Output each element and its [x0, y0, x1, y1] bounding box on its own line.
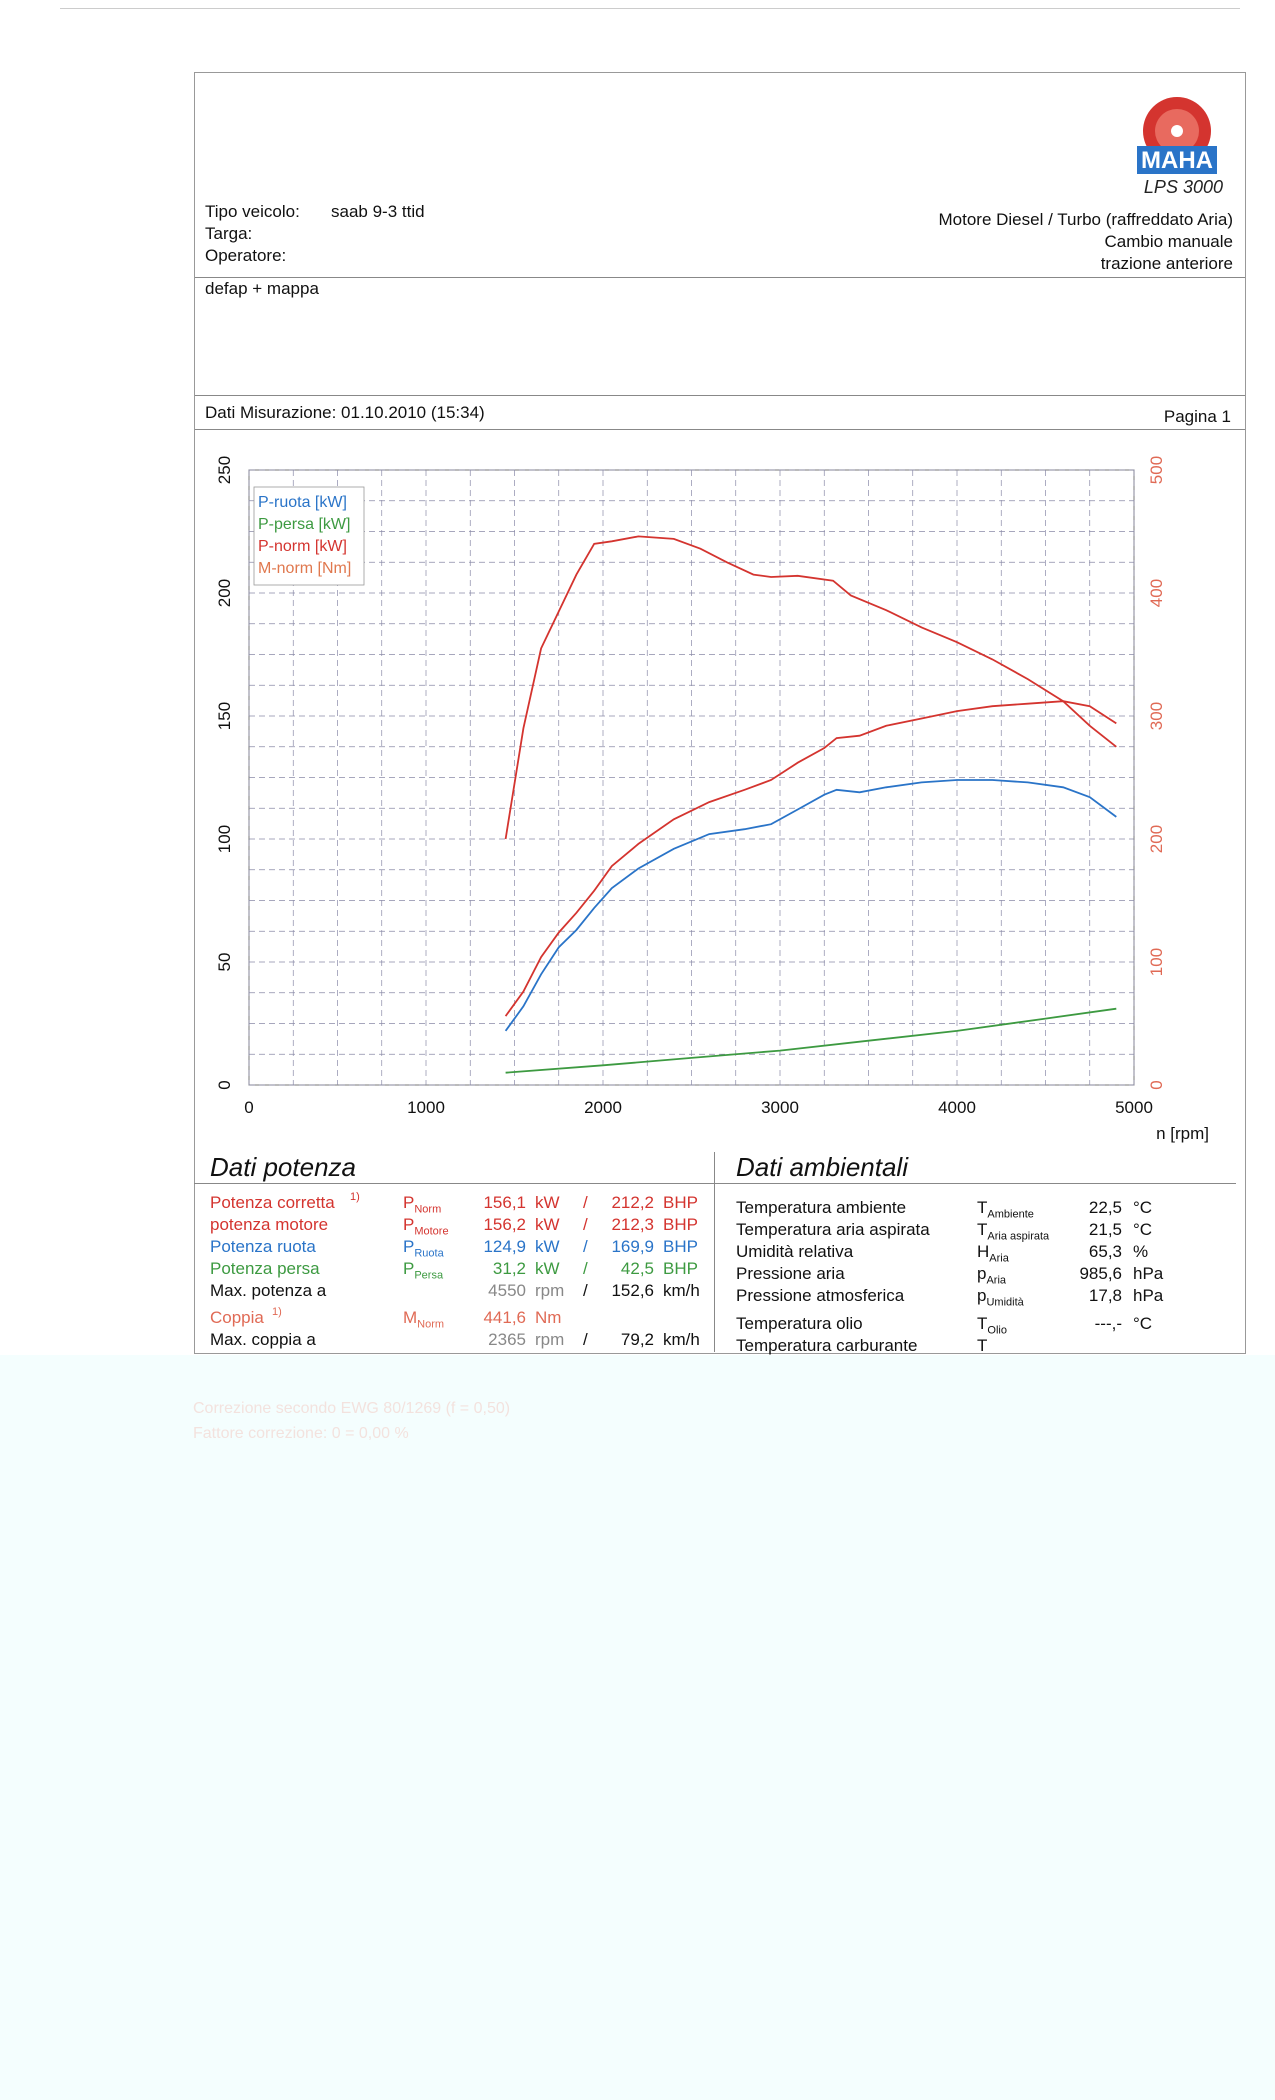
- symbol-subscript: Motore: [414, 1225, 449, 1238]
- bhp-value: 169,9: [611, 1237, 654, 1256]
- x-tick-label: 5000: [1115, 1098, 1153, 1117]
- rpm-unit: rpm: [535, 1281, 565, 1300]
- ambientali-value: 22,5: [1088, 1198, 1122, 1217]
- kw-value: 156,2: [483, 1215, 526, 1234]
- legend-entry: M-norm [Nm]: [258, 560, 352, 577]
- x-tick-label: 3000: [761, 1098, 799, 1117]
- bhp-value: 212,3: [611, 1215, 654, 1234]
- ambientali-unit: °C: [1133, 1198, 1153, 1217]
- ambientali-unit: °C: [1133, 1314, 1153, 1333]
- y-tick-label-right: 300: [1147, 701, 1166, 731]
- coppia-label: Coppia: [210, 1308, 264, 1327]
- kw-unit: kW: [535, 1193, 560, 1212]
- trazione-text: trazione anteriore: [1100, 254, 1233, 273]
- potenza-symbol: $P_{Motore}$: [403, 1215, 449, 1238]
- slash: /: [583, 1259, 588, 1278]
- ambientali-symbol: $p_{Umidità}$: [977, 1286, 1024, 1309]
- bhp-unit: BHP: [663, 1237, 698, 1256]
- symbol-subscript: Ruota: [414, 1247, 444, 1260]
- max-potenza-label: Max. potenza a: [210, 1281, 327, 1300]
- footnote-mark: 1): [272, 1306, 282, 1318]
- x-tick-label: 0: [244, 1098, 254, 1117]
- potenza-label: Potenza ruota: [210, 1237, 316, 1256]
- bhp-value: 42,5: [620, 1259, 654, 1278]
- max-coppia-kmh: 79,2: [620, 1330, 654, 1349]
- potenza-label: potenza motore: [210, 1215, 329, 1234]
- kw-value: 31,2: [492, 1259, 526, 1278]
- y-tick-label-left: 0: [215, 1080, 234, 1090]
- ambientali-symbol: $T_{Olio}$: [977, 1314, 1007, 1337]
- y-tick-label-right: 400: [1147, 578, 1166, 608]
- kmh-unit: km/h: [663, 1330, 700, 1349]
- kw-unit: kW: [535, 1237, 560, 1256]
- ambientali-unit: %: [1133, 1242, 1149, 1261]
- symbol-subscript: Aria: [989, 1252, 1009, 1265]
- y-tick-label-right: 0: [1147, 1080, 1166, 1090]
- symbol-subscript: Persa: [414, 1269, 444, 1282]
- ambientali-unit: hPa: [1133, 1286, 1164, 1305]
- ambientali-label: Pressione atmosferica: [736, 1286, 905, 1305]
- ambientali-label: Umidità relativa: [736, 1242, 854, 1261]
- kmh-unit: km/h: [663, 1281, 700, 1300]
- slash: /: [583, 1193, 588, 1212]
- product-name: LPS 3000: [1143, 177, 1223, 197]
- x-axis-label: n [rpm]: [1156, 1124, 1209, 1143]
- veicolo-label: Tipo veicolo:: [205, 202, 300, 221]
- rpm-unit: rpm: [535, 1330, 565, 1349]
- slash: /: [583, 1237, 588, 1256]
- kw-value: 124,9: [483, 1237, 526, 1256]
- legend-entry: P-norm [kW]: [258, 538, 347, 555]
- y-tick-label-left: 250: [215, 455, 234, 485]
- potenza-label: Potenza persa: [210, 1259, 320, 1278]
- max-coppia-rpm: 2365: [488, 1330, 526, 1349]
- x-tick-label: 1000: [407, 1098, 445, 1117]
- y-tick-label-right: 100: [1147, 947, 1166, 977]
- symbol-subscript: Aria aspirata: [987, 1230, 1050, 1243]
- x-tick-label: 4000: [938, 1098, 976, 1117]
- correzione-text: Correzione secondo EWG 80/1269 (f = 0,50): [193, 1400, 511, 1417]
- ambientali-label: Temperatura carburante: [736, 1336, 918, 1355]
- y-tick-label-left: 150: [215, 701, 234, 731]
- symbol-subscript: Ambiente: [987, 1208, 1034, 1221]
- potenza-symbol: $P_{Norm}$: [403, 1193, 442, 1216]
- note-text: defap + mappa: [205, 279, 319, 298]
- x-tick-label: 2000: [584, 1098, 622, 1117]
- y-tick-label-left: 50: [215, 952, 234, 972]
- potenza-title: Dati potenza: [210, 1152, 356, 1182]
- slash: /: [583, 1330, 588, 1349]
- symbol-subscript: Umidità: [986, 1296, 1024, 1309]
- bhp-unit: BHP: [663, 1215, 698, 1234]
- y-tick-label-left: 200: [215, 578, 234, 608]
- legend-entry: P-persa [kW]: [258, 516, 351, 533]
- page-number: Pagina 1: [1163, 407, 1231, 426]
- y-tick-label-right: 200: [1147, 824, 1166, 854]
- symbol-subscript: Aria: [986, 1274, 1007, 1287]
- ambientali-value: 985,6: [1079, 1264, 1122, 1283]
- potenza-symbol: $P_{Ruota}$: [403, 1237, 444, 1260]
- washed-out-area: [0, 1355, 1275, 2100]
- symbol-subscript: Norm: [417, 1318, 445, 1331]
- ambientali-symbol: $T_{Aria aspirata}$: [977, 1220, 1050, 1243]
- ambientali-symbol: $H_{Aria}$: [977, 1242, 1009, 1265]
- kw-unit: kW: [535, 1259, 560, 1278]
- ambientali-value: ---,-: [1094, 1314, 1122, 1333]
- slash: /: [583, 1215, 588, 1234]
- ambientali-unit: hPa: [1133, 1264, 1164, 1283]
- coppia-value: 441,6: [483, 1308, 526, 1327]
- slash: /: [583, 1281, 588, 1300]
- y-tick-label-left: 100: [215, 824, 234, 854]
- motore-text: Motore Diesel / Turbo (raffreddato Aria): [938, 210, 1233, 229]
- ambientali-symbol: $p_{Aria}$: [977, 1264, 1007, 1287]
- ambientali-label: Temperatura aria aspirata: [736, 1220, 930, 1239]
- ambientali-label: Pressione aria: [736, 1264, 845, 1283]
- max-coppia-label: Max. coppia a: [210, 1330, 316, 1349]
- bhp-unit: BHP: [663, 1259, 698, 1278]
- ambientali-label: Temperatura olio: [736, 1314, 863, 1333]
- cambio-text: Cambio manuale: [1104, 232, 1233, 251]
- y-tick-label-right: 500: [1147, 455, 1166, 485]
- symbol-subscript: Norm: [414, 1203, 442, 1216]
- footnote-mark: 1): [350, 1191, 360, 1203]
- ambientali-symbol: $T_{Ambiente}$: [977, 1198, 1034, 1221]
- kw-value: 156,1: [483, 1193, 526, 1212]
- logo-text: MAHA: [1141, 147, 1213, 174]
- legend-entry: P-ruota [kW]: [258, 494, 347, 511]
- potenza-symbol: $P_{Persa}$: [403, 1259, 444, 1282]
- ambientali-label: Temperatura ambiente: [736, 1198, 907, 1217]
- operatore-label: Operatore:: [205, 246, 287, 265]
- bhp-unit: BHP: [663, 1193, 698, 1212]
- ambientali-unit: °C: [1133, 1220, 1153, 1239]
- max-potenza-rpm: 4550: [488, 1281, 526, 1300]
- targa-label: Targa:: [205, 224, 253, 243]
- max-potenza-kmh: 152,6: [611, 1281, 654, 1300]
- ambientali-value: 21,5: [1088, 1220, 1122, 1239]
- symbol-subscript: Olio: [987, 1324, 1007, 1337]
- bhp-value: 212,2: [611, 1193, 654, 1212]
- fattore-text: Fattore correzione: 0 = 0,00 %: [193, 1425, 409, 1442]
- ambientali-title: Dati ambientali: [736, 1152, 908, 1182]
- ambientali-symbol: T: [977, 1336, 988, 1355]
- ambientali-value: 17,8: [1088, 1286, 1122, 1305]
- kw-unit: kW: [535, 1215, 560, 1234]
- coppia-unit: Nm: [535, 1308, 562, 1327]
- veicolo-value: saab 9-3 ttid: [331, 202, 425, 221]
- measurement-date: Dati Misurazione: 01.10.2010 (15:34): [205, 403, 485, 422]
- ambientali-value: 65,3: [1088, 1242, 1122, 1261]
- coppia-symbol: $M_{Norm}$: [403, 1308, 445, 1331]
- potenza-label: Potenza corretta: [210, 1193, 335, 1212]
